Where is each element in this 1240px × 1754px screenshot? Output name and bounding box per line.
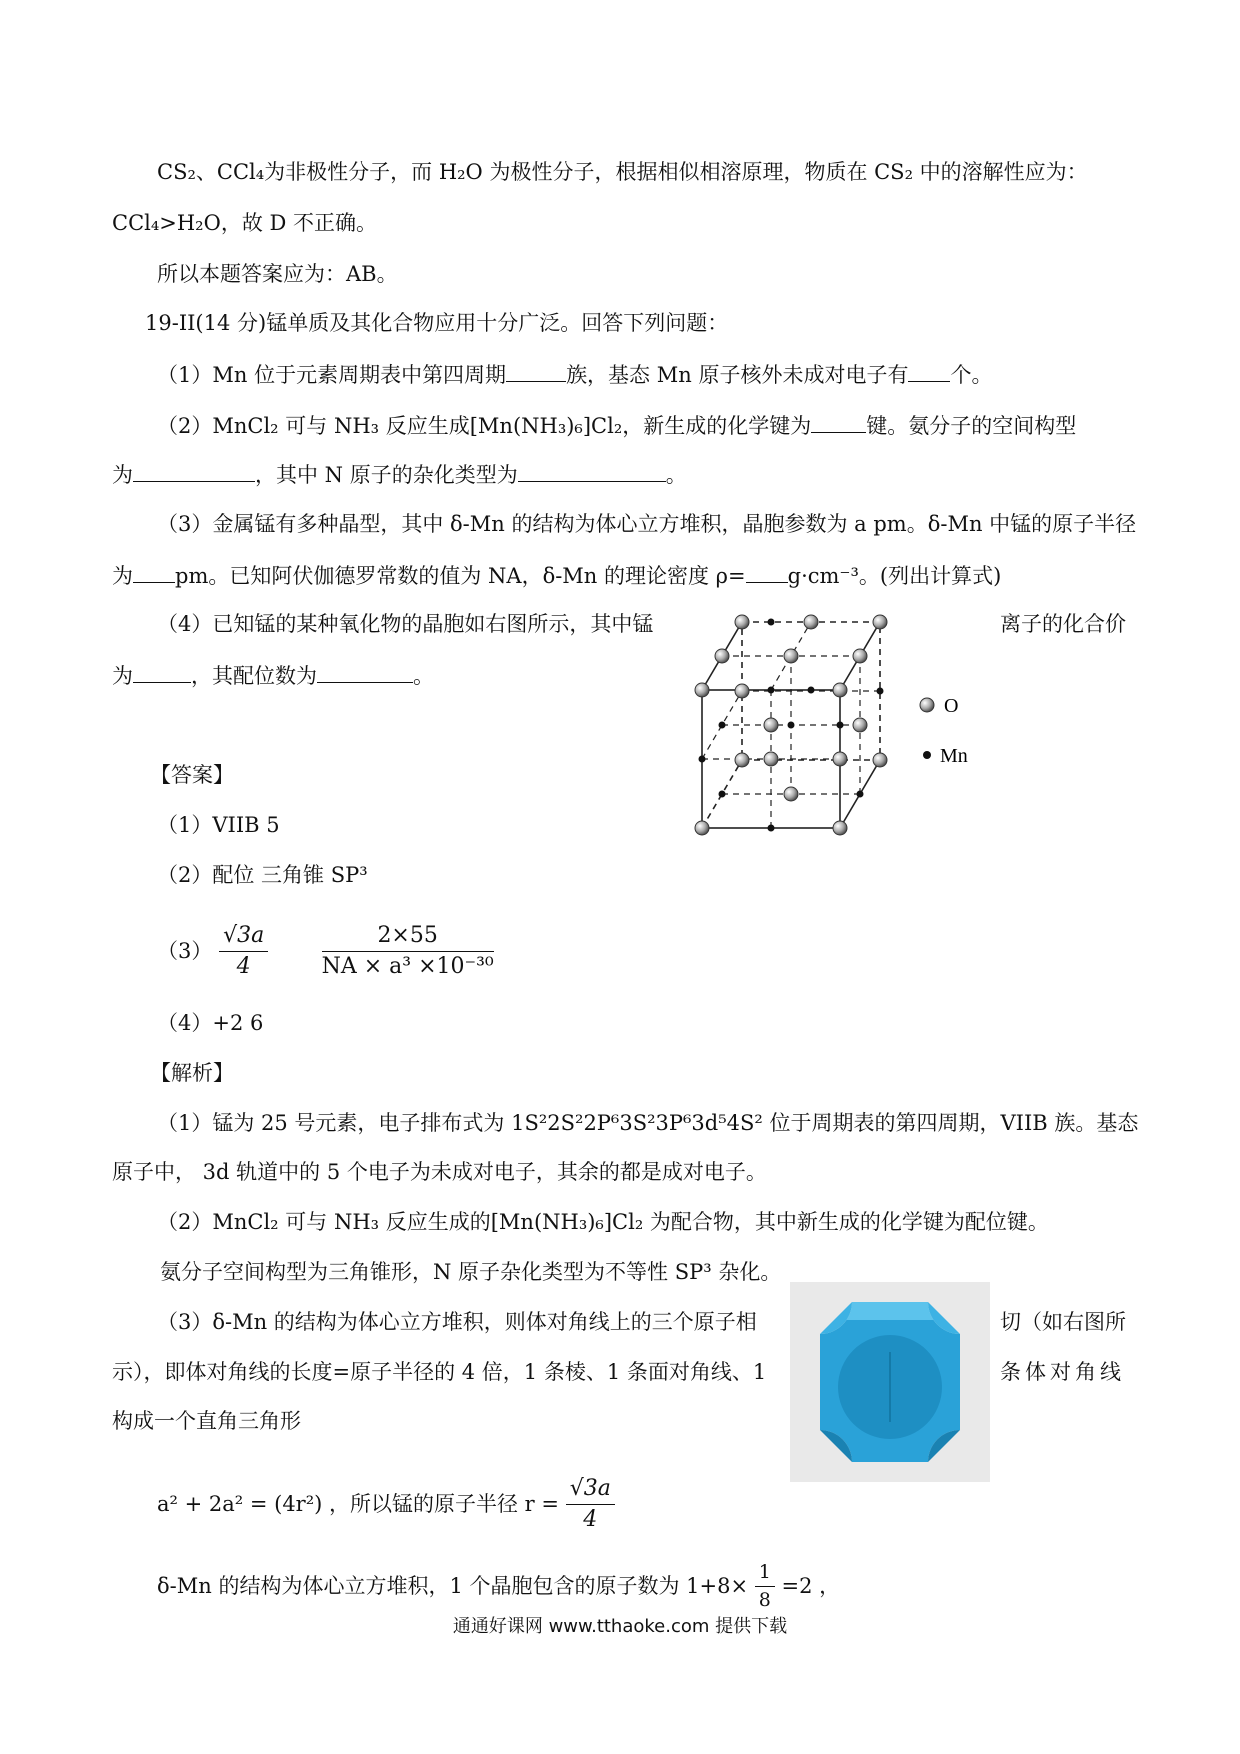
answer-2: （2）配位 三角锥 SP³	[157, 863, 368, 887]
explanation-line: 原子中， 3d 轨道中的 5 个电子为未成对电子，其余的都是成对电子。	[112, 1160, 767, 1184]
answer-label: （3）	[157, 939, 213, 963]
question-4-cont	[112, 664, 434, 687]
answer-blank	[133, 664, 191, 683]
fraction-eighth	[755, 1563, 775, 1610]
formula-text: =2 ，	[781, 1574, 841, 1598]
question-title: 19-II(14 分)锰单质及其化合物应用十分广泛。回答下列问题：	[145, 311, 729, 335]
fraction-numerator: √3a	[566, 1478, 615, 1505]
fraction-denominator: NA × a³ ×10⁻³⁰	[321, 954, 494, 979]
fraction-radius	[219, 925, 268, 978]
explanation-heading: 【解析】	[150, 1061, 234, 1085]
bcc-structure-image	[790, 1282, 990, 1482]
explanation-line: 切（如右图所	[1000, 1310, 1126, 1334]
question-4: （4）已知锰的某种氧化物的晶胞如右图所示，其中锰	[157, 612, 654, 636]
fraction-radius	[566, 1478, 615, 1531]
text-line: CS₂、CCl₄为非极性分子，而 H₂O 为极性分子，根据相似相溶原理，物质在 CS₂ 中的溶解性应为：	[157, 160, 1088, 184]
answer-heading: 【答案】	[150, 763, 234, 787]
answer-blank	[133, 463, 255, 482]
answer-blank	[746, 564, 788, 583]
question-text: ，其中 N 原子的杂化类型为	[255, 463, 518, 487]
question-text: 为	[112, 664, 133, 688]
answer-blank	[518, 463, 666, 482]
fraction-numerator: 1	[755, 1563, 775, 1587]
answer-1: （1）VIIB 5	[157, 813, 280, 837]
answer-blank	[506, 363, 566, 382]
text-line: 所以本题答案应为：AB。	[157, 262, 398, 286]
answer-4: （4）+2 6	[157, 1011, 264, 1035]
question-text: 为	[112, 564, 133, 588]
question-3-cont	[112, 564, 1001, 587]
explanation-line: （3）δ-Mn 的结构为体心立方堆积，则体对角线上的三个原子相	[157, 1310, 757, 1334]
fraction-numerator: √3a	[219, 925, 268, 952]
explanation-line: （1）锰为 25 号元素，电子排布式为 1S²2S²2P⁶3S²3P⁶3d⁵4S² 位于周期表的第四周期，VIIB 族。基态	[157, 1111, 1139, 1135]
question-2	[157, 414, 1076, 437]
fraction-density	[322, 925, 494, 978]
answer-blank	[317, 664, 413, 683]
question-text: pm。已知阿伏伽德罗常数的值为 NA，δ-Mn 的理论密度 ρ=	[175, 564, 746, 588]
question-1	[157, 363, 992, 386]
legend-mn-icon	[923, 751, 931, 759]
answer-3	[157, 925, 494, 978]
fraction-denominator: 8	[758, 1589, 771, 1611]
explanation-line: 条体对角线	[1000, 1360, 1125, 1384]
fraction-denominator: 4	[236, 954, 251, 979]
answer-blank	[133, 564, 175, 583]
question-text: 键。氨分子的空间构型	[866, 414, 1077, 438]
text-line: CCl₄>H₂O，故 D 不正确。	[112, 211, 378, 235]
fraction-numerator: 2×55	[322, 925, 494, 952]
explanation-line: 氨分子空间构型为三角锥形，N 原子杂化类型为不等性 SP³ 杂化。	[160, 1260, 782, 1284]
crystal-cell-diagram	[690, 610, 1110, 840]
legend-mn-label: Mn	[940, 745, 968, 767]
question-text: 个。	[950, 363, 993, 387]
question-text: 为	[112, 463, 133, 487]
formula-text: a² + 2a² = (4r²) ，所以锰的原子半径 r =	[157, 1492, 559, 1516]
question-text: （1）Mn 位于元素周期表中第四周期	[157, 363, 507, 387]
question-4-right: 离子的化合价	[1000, 612, 1126, 636]
question-text: ，其配位数为	[191, 664, 317, 688]
formula-radius	[157, 1478, 615, 1531]
formula-text: δ-Mn 的结构为体心立方堆积，1 个晶胞包含的原子数为 1+8×	[157, 1574, 749, 1598]
page-footer: 通通好课网 www.tthaoke.com 提供下载	[452, 1616, 788, 1637]
answer-blank	[908, 363, 950, 382]
explanation-line: （2）MnCl₂ 可与 NH₃ 反应生成的[Mn(NH₃)₆]Cl₂ 为配合物，其中新生成的化学键为配位键。	[157, 1210, 1049, 1234]
explanation-line: 构成一个直角三角形	[112, 1409, 301, 1433]
question-text: （2）MnCl₂ 可与 NH₃ 反应生成[Mn(NH₃)₆]Cl₂，新生成的化学键为	[157, 414, 812, 438]
question-text: 。	[413, 664, 434, 688]
legend-oxygen-icon	[920, 698, 934, 712]
question-text: g·cm⁻³。(列出计算式)	[787, 564, 1002, 588]
question-2-cont	[112, 463, 687, 486]
question-3: （3）金属锰有多种晶型，其中 δ-Mn 的结构为体心立方堆积，晶胞参数为 a pm。δ-Mn 中锰的原子半径	[157, 512, 1137, 536]
formula-atoms	[157, 1563, 840, 1610]
question-text: 。	[665, 463, 687, 487]
fraction-denominator: 4	[583, 1507, 598, 1532]
question-text: 族，基态 Mn 原子核外未成对电子有	[566, 363, 909, 387]
answer-blank	[811, 414, 866, 433]
legend-oxygen-label: O	[944, 695, 959, 717]
explanation-line: 示），即体对角线的长度=原子半径的 4 倍，1 条棱、1 条面对角线、1	[112, 1360, 767, 1384]
